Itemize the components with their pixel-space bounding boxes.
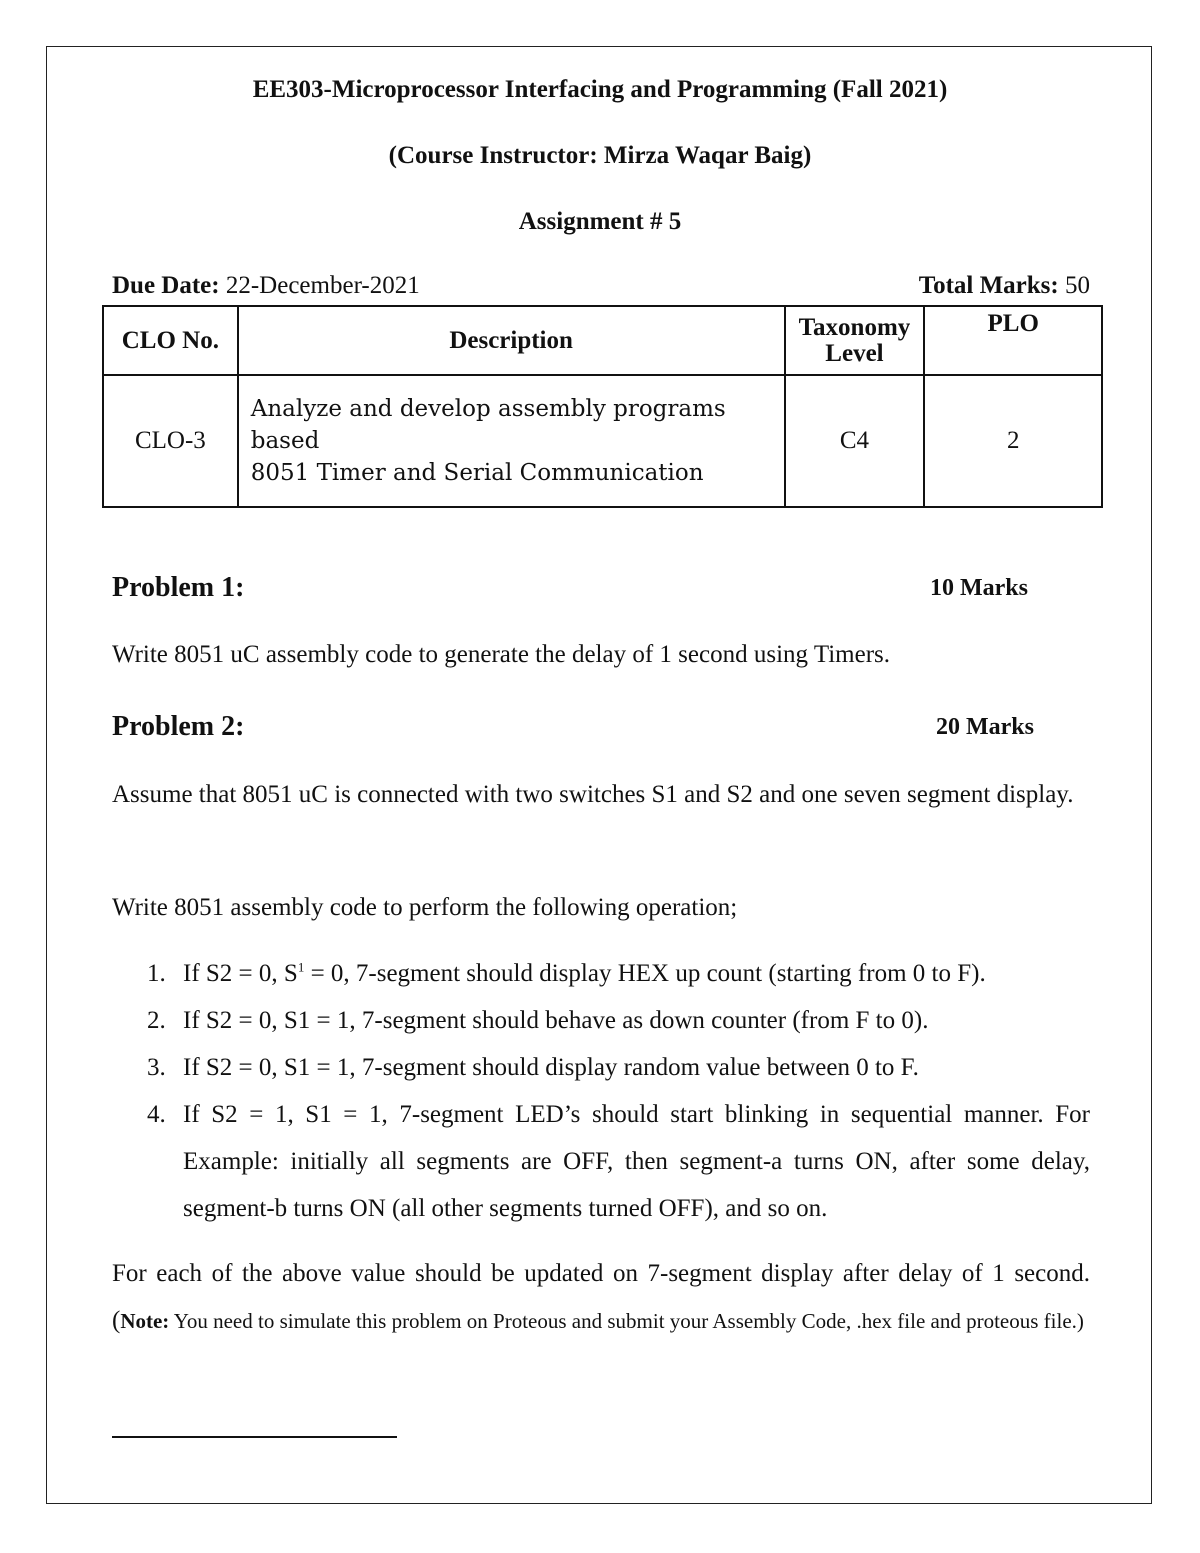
list-item-number: 3. bbox=[147, 1054, 166, 1081]
clo-no-header: CLO No. bbox=[103, 306, 238, 375]
footnote-rule bbox=[112, 1436, 397, 1438]
problem2-closing bbox=[112, 1250, 1090, 1345]
description-cell bbox=[238, 375, 785, 507]
list-item-text: = 0, 7-segment should display HEX up count (starting from 0 to F). bbox=[304, 960, 986, 987]
note-label: Note: bbox=[120, 1309, 170, 1333]
clo-table-row bbox=[103, 375, 1102, 507]
taxonomy-header-line1: Taxonomy bbox=[798, 313, 911, 341]
description-line1: Analyze and develop assembly programs based bbox=[250, 396, 726, 454]
plo-header: PLO bbox=[924, 306, 1102, 375]
description-line2: 8051 Timer and Serial Communication bbox=[250, 460, 704, 486]
taxonomy-header bbox=[785, 306, 925, 375]
course-title: EE303-Microprocessor Interfacing and Programming (Fall 2021) bbox=[252, 76, 948, 103]
list-item bbox=[112, 997, 1090, 1044]
total-marks-label: Total Marks: bbox=[918, 272, 1059, 299]
clo-table-header-row bbox=[103, 306, 1102, 375]
problem2-marks: 20 Marks bbox=[936, 714, 1034, 740]
assignment-title: Assignment # 5 bbox=[518, 208, 682, 235]
list-item-text: If S2 = 0, S1 = 1, 7-segment should display random value between 0 to F. bbox=[183, 1054, 919, 1081]
total-marks bbox=[919, 272, 1090, 300]
problem1-marks: 10 Marks bbox=[930, 575, 1028, 601]
total-marks-value: 50 bbox=[1058, 272, 1090, 299]
operations-list bbox=[112, 950, 1090, 1232]
list-item-number: 4. bbox=[147, 1101, 166, 1128]
list-item bbox=[112, 1091, 1090, 1232]
list-item-text: If S2 = 0, S bbox=[183, 960, 298, 987]
list-item-text: If S2 = 1, S1 = 1, 7-segment LED’s should start blinking in sequential manner. For Example: initially all segments are OFF, then segment-a turns ON, after some delay, segment-b turns ON (all other segments turned OFF), and so on. bbox=[183, 1101, 1090, 1222]
list-item bbox=[112, 950, 1090, 997]
problem1-title: Problem 1: bbox=[112, 572, 245, 603]
due-date-row bbox=[112, 272, 1090, 300]
footnote-reference: 1 bbox=[297, 959, 305, 975]
note bbox=[120, 1309, 1084, 1333]
course-instructor: (Course Instructor: Mirza Waqar Baig) bbox=[388, 142, 812, 169]
closing-text: For each of the above value should be updated on 7-segment display after delay of 1 second. ( bbox=[112, 1260, 1090, 1334]
problem2-title: Problem 2: bbox=[112, 711, 245, 742]
due-date-label: Due Date: bbox=[112, 272, 220, 299]
note-text: You need to simulate this problem on Proteous and submit your Assembly Code, .hex file and proteous file.) bbox=[169, 1309, 1084, 1333]
list-item-text: If S2 = 0, S1 = 1, 7-segment should behave as down counter (from F to 0). bbox=[183, 1007, 929, 1034]
taxonomy-cell: C4 bbox=[785, 375, 925, 507]
taxonomy-header-line2: Level bbox=[825, 339, 884, 367]
description-header: Description bbox=[238, 306, 785, 375]
clo-table bbox=[102, 305, 1103, 508]
plo-cell: 2 bbox=[924, 375, 1102, 507]
list-item-number: 1. bbox=[147, 960, 166, 987]
problem2-intro: Assume that 8051 uC is connected with two switches S1 and S2 and one seven segment display. bbox=[112, 781, 1074, 808]
due-date-value: 22-December-2021 bbox=[219, 272, 420, 299]
clo-cell: CLO-3 bbox=[103, 375, 238, 507]
list-item-number: 2. bbox=[147, 1007, 166, 1034]
due-date bbox=[112, 272, 420, 299]
problem1-text: Write 8051 uC assembly code to generate the delay of 1 second using Timers. bbox=[112, 641, 891, 668]
list-item bbox=[112, 1044, 1090, 1091]
problem2-instruction: Write 8051 assembly code to perform the following operation; bbox=[112, 894, 738, 921]
